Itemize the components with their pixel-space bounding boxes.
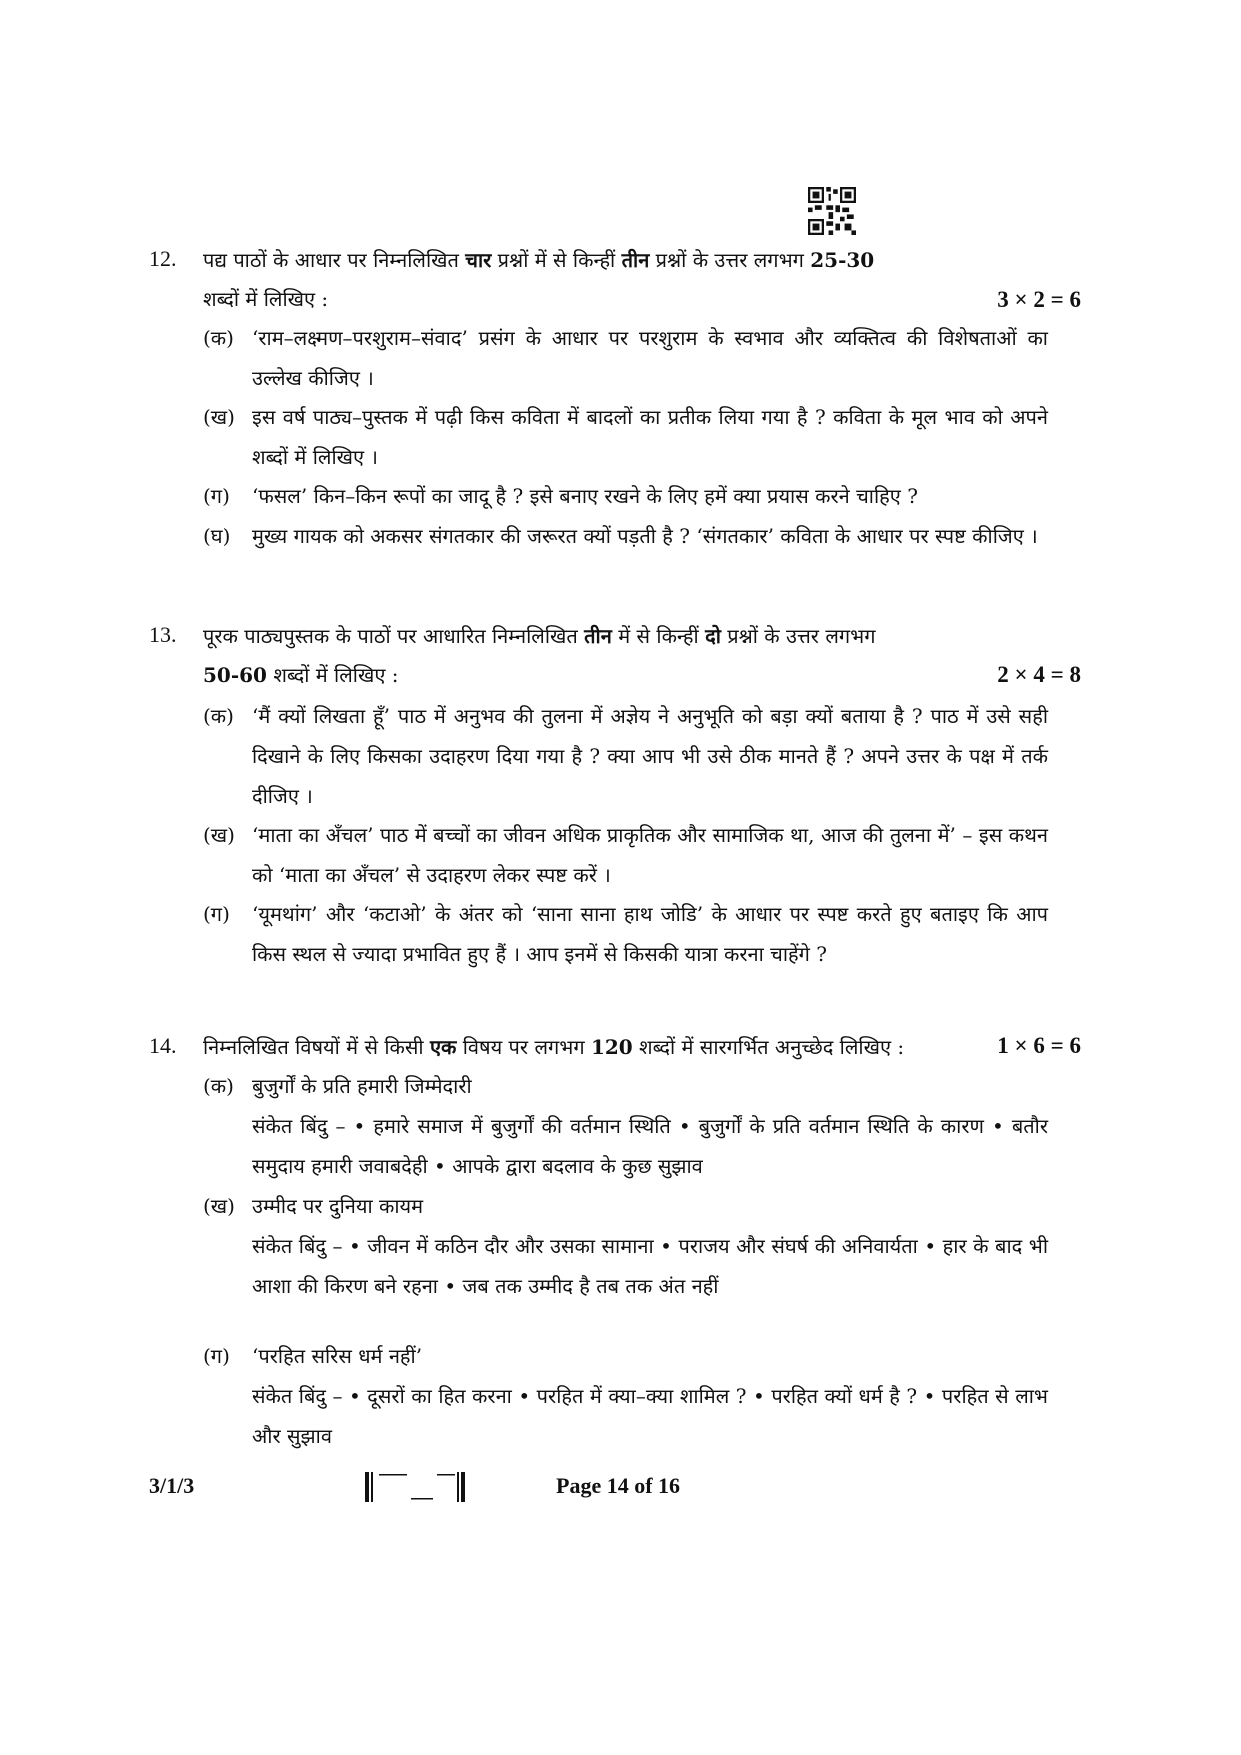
sub-question-ka: (क) बुजुर्गों के प्रति हमारी जिम्मेदारी संकेत बिंदु – • हमारे समाज में बुजुर्गों की वर्तमान स्थिति • बुजुर्गों के प्रति वर्तमान स्थिति के कारण • बतौर समुदाय हमारी जवाबदेही • आपके द्वारा बदलाव के कुछ सुझाव [203,1066,1048,1186]
sub-question-kha: (ख) ‘माता का अँचल’ पाठ में बच्चों का जीवन अधिक प्राकृतिक और सामाजिक था, आज की तुलना में’ – इस कथन को ‘माता का अँचल’ से उदाहरण लेकर स्पष्ट करें । [203,823,1048,887]
sub-question-kha: (ख) इस वर्ष पाठ्य–पुस्तक में पढ़ी किस कविता में बादलों का प्रतीक लिया गया है ? कविता के मूल भाव को अपने शब्दों में लिखिए । [203,405,1048,469]
topic-title: उम्मीद पर दुनिया कायम [252,1194,424,1218]
question-number: 12. [149,246,177,271]
sub-question-ga: (ग) ‘यूमथांग’ और ‘कटाओ’ के अंतर को ‘साना साना हाथ जोडि’ के आधार पर स्पष्ट करते हुए बताइए कि आप किस स्थल से ज्यादा प्रभावित हुए हैं । आप इनमें से किसकी यात्रा करना चाहेंगे ? [203,902,1049,966]
topic-title: ‘परहित सरिस धर्म नहीं’ [252,1344,423,1368]
question-text-line1: पूरक पाठ्यपुस्तक के पाठों पर आधारित निम्नलिखित तीन में से किन्हीं दो प्रश्नों के उत्तर लगभग [203,624,876,648]
sub-question-ka: (क) ‘राम–लक्ष्मण–परशुराम–संवाद’ प्रसंग के आधार पर परशुराम के स्वभाव और व्यक्तित्व की विशेषताओं का उल्लेख कीजिए । [203,326,1048,390]
topic-hints: संकेत बिंदु – • दूसरों का हित करना • परहित में क्या–क्या शामिल ? • परहित क्यों धर्म है ? • परहित से लाभ और सुझाव [252,1384,1048,1448]
topic-title: बुजुर्गों के प्रति हमारी जिम्मेदारी [252,1074,472,1098]
question-number: 14. [149,1033,177,1058]
question-text-line1: पद्य पाठों के आधार पर निम्नलिखित चार प्रश्नों में से किन्हीं तीन प्रश्नों के उत्तर लगभग 25-30 [203,248,875,272]
sub-question-ka: (क) ‘मैं क्यों लिखता हूँ’ पाठ में अनुभव की तुलना में अज्ञेय ने अनुभूति को बड़ा क्यों बताया है ? पाठ में उसे सही दिखाने के लिए किसका उदाहरण दिया गया है ? क्या आप भी उसे ठीक मानते हैं ? अपने उत्तर के पक्ष में तर्क दीजिए । [203,704,1048,808]
sub-question-ga: (ग) ‘परहित सरिस धर्म नहीं’ संकेत बिंदु – • दूसरों का हित करना • परहित में क्या–क्या शामिल ? • परहित क्यों धर्म है ? • परहित से लाभ और सुझाव [203,1336,1048,1456]
marks: 2 × 4 = 8 [997,662,1081,687]
question-text-line2: शब्दों में लिखिए : [203,287,329,311]
qr-code [808,187,856,235]
page-number: Page 14 of 16 [556,1473,681,1498]
topic-hints: संकेत बिंदु – • हमारे समाज में बुजुर्गों की वर्तमान स्थिति • बुजुर्गों के प्रति वर्तमान स्थिति के कारण • बतौर समुदाय हमारी जवाबदेही • आपके द्वारा बदलाव के कुछ सुझाव [252,1114,1048,1178]
question-text-line1: निम्नलिखित विषयों में से किसी एक विषय पर लगभग 120 शब्दों में सारगर्भित अनुच्छेद लिखिए : [203,1035,905,1059]
paper-code: 3/1/3 [149,1473,195,1498]
topic-hints: संकेत बिंदु – • जीवन में कठिन दौर और उसका सामाना • पराजय और संघर्ष की अनिवार्यता • हार के बाद भी आशा की किरण बने रहना • जब तक उम्मीद है तब तक अंत नहीं [252,1234,1048,1298]
question-number: 13. [149,622,177,647]
marks: 1 × 6 = 6 [997,1033,1081,1058]
barcode [365,1472,465,1502]
sub-question-gha: (घ) मुख्य गायक को अकसर संगतकार की जरूरत क्यों पड़ती है ? ‘संगतकार’ कविता के आधार पर स्पष्ट कीजिए । [203,524,1038,548]
sub-question-kha: (ख) उम्मीद पर दुनिया कायम संकेत बिंदु – • जीवन में कठिन दौर और उसका सामाना • पराजय और संघर्ष की अनिवार्यता • हार के बाद भी आशा की किरण बने रहना • जब तक उम्मीद है तब तक अंत नहीं [203,1186,1048,1306]
sub-question-ga: (ग) ‘फसल’ किन–किन रूपों का जादू है ? इसे बनाए रखने के लिए हमें क्या प्रयास करने चाहिए ? [203,484,918,508]
question-text-line2: 50-60 शब्दों में लिखिए : [203,663,399,687]
marks: 3 × 2 = 6 [997,287,1081,312]
